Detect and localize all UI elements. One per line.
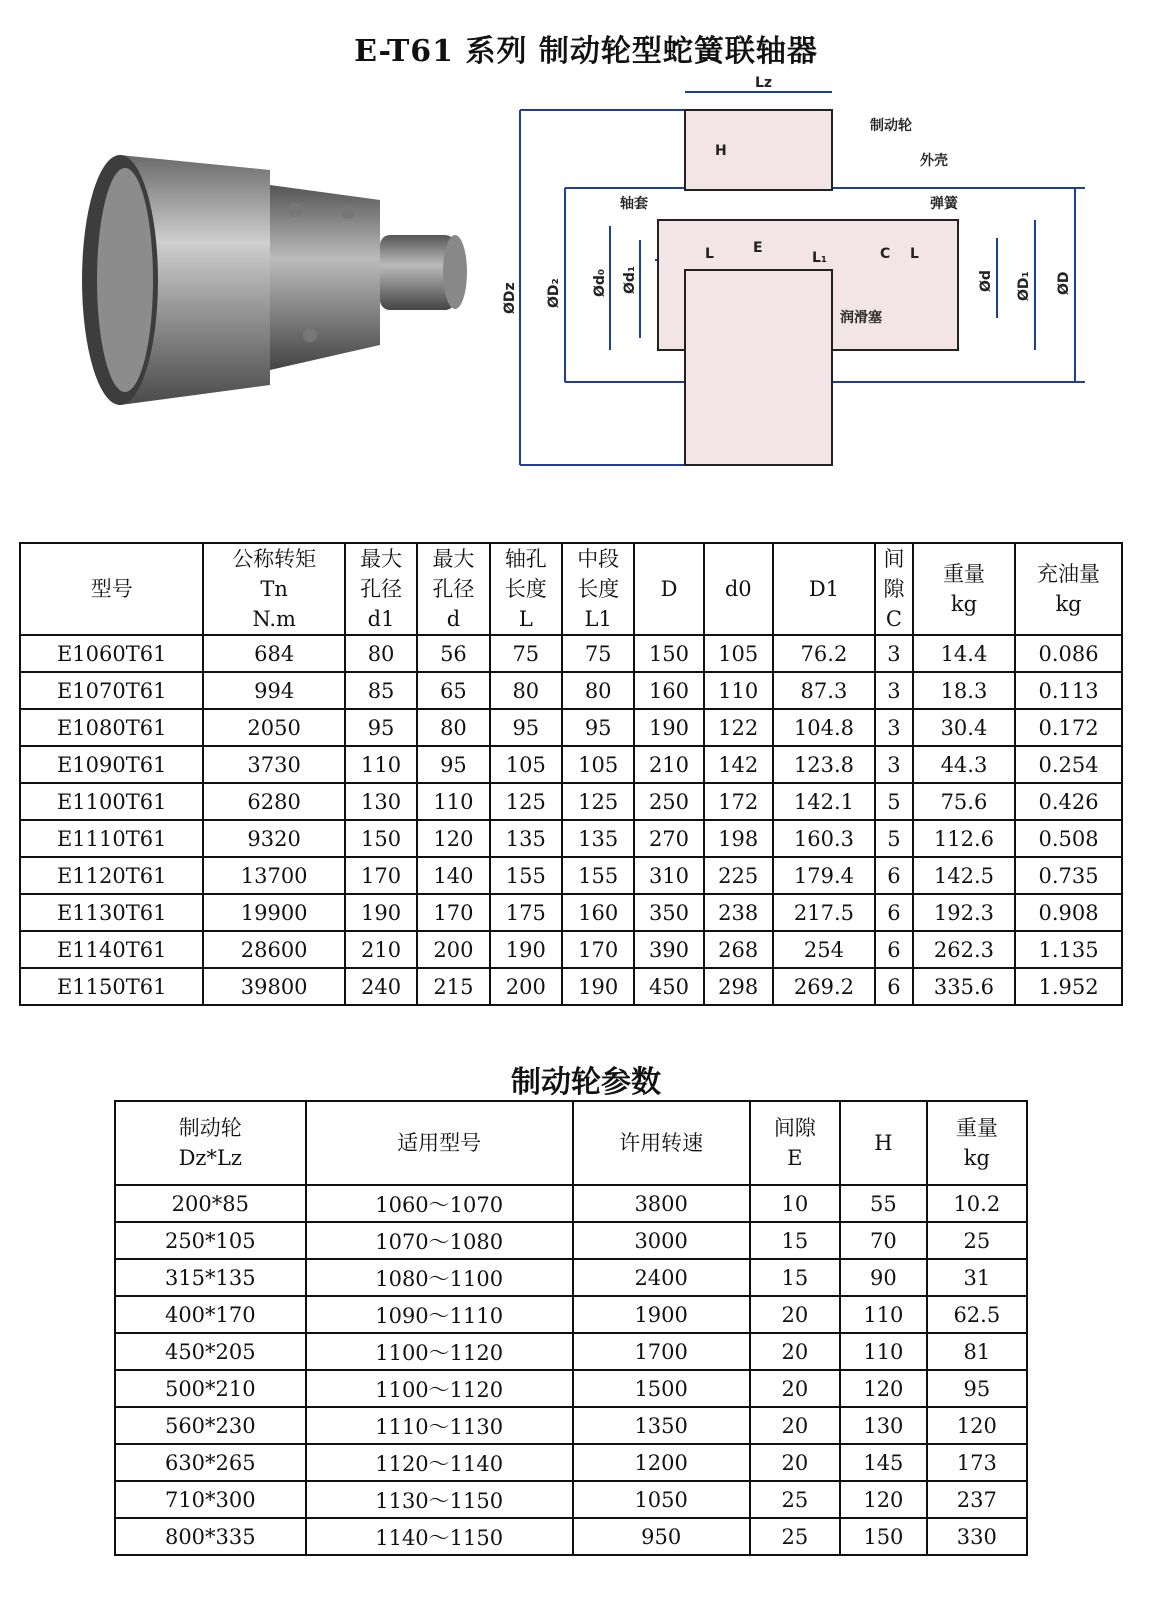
spec-cell: 142 bbox=[704, 746, 773, 783]
spec-cell: 80 bbox=[490, 672, 562, 709]
brake-cell: 25 bbox=[750, 1518, 840, 1555]
spec-header-cell bbox=[203, 543, 344, 635]
spec-row bbox=[20, 968, 1122, 1005]
spec-cell: 0.172 bbox=[1015, 709, 1122, 746]
spec-cell: 225 bbox=[704, 857, 773, 894]
spec-header-text: 长度 bbox=[577, 577, 620, 601]
label-lz: Lz bbox=[755, 75, 773, 91]
brake-cell: 500*210 bbox=[115, 1370, 306, 1407]
spec-header-cell bbox=[562, 543, 634, 635]
spec-header-text: 最大 bbox=[360, 547, 403, 571]
brake-cell: 110 bbox=[840, 1333, 927, 1370]
spec-cell: E1140T61 bbox=[20, 931, 203, 968]
spec-cell: E1120T61 bbox=[20, 857, 203, 894]
label-sleeve: 轴套 bbox=[620, 196, 648, 212]
spec-cell: 80 bbox=[417, 709, 489, 746]
brake-cell: 450*205 bbox=[115, 1333, 306, 1370]
spec-row bbox=[20, 635, 1122, 672]
spec-cell: 130 bbox=[345, 783, 417, 820]
spec-cell: E1070T61 bbox=[20, 672, 203, 709]
spec-header-cell bbox=[20, 543, 203, 635]
spec-cell: 3 bbox=[875, 746, 913, 783]
spec-cell: 0.508 bbox=[1015, 820, 1122, 857]
coupling-photo bbox=[70, 130, 470, 430]
spec-header-cell bbox=[634, 543, 703, 635]
brake-header-cell bbox=[840, 1101, 927, 1185]
brake-cell: 15 bbox=[750, 1222, 840, 1259]
brake-cell: 1140～1150 bbox=[306, 1518, 573, 1555]
brake-header-cell bbox=[306, 1101, 573, 1185]
brake-cell: 81 bbox=[927, 1333, 1027, 1370]
spec-header-cell bbox=[345, 543, 417, 635]
spec-cell: 6 bbox=[875, 857, 913, 894]
spec-cell: 175 bbox=[490, 894, 562, 931]
spec-cell: 155 bbox=[562, 857, 634, 894]
brake-cell: 70 bbox=[840, 1222, 927, 1259]
label-brake-wheel: 制动轮 bbox=[870, 118, 912, 134]
spec-cell: 39800 bbox=[203, 968, 344, 1005]
brake-cell: 10 bbox=[750, 1185, 840, 1222]
spec-cell: 135 bbox=[490, 820, 562, 857]
brake-cell: 560*230 bbox=[115, 1407, 306, 1444]
brake-cell: 1130～1150 bbox=[306, 1481, 573, 1518]
brake-cell: 62.5 bbox=[927, 1296, 1027, 1333]
spec-cell: 210 bbox=[634, 746, 703, 783]
brake-cell: 1500 bbox=[573, 1370, 750, 1407]
spec-cell: E1150T61 bbox=[20, 968, 203, 1005]
brake-wheel-title: 制动轮参数 bbox=[511, 1065, 661, 1100]
spec-cell: 75.6 bbox=[913, 783, 1015, 820]
spec-cell: 14.4 bbox=[913, 635, 1015, 672]
spec-cell: 160 bbox=[634, 672, 703, 709]
brake-row bbox=[115, 1296, 1027, 1333]
spec-row bbox=[20, 746, 1122, 783]
label-D: ØD bbox=[1056, 271, 1072, 295]
brake-cell: 1060～1070 bbox=[306, 1185, 573, 1222]
spec-cell: 105 bbox=[490, 746, 562, 783]
brake-cell: 950 bbox=[573, 1518, 750, 1555]
spec-cell: 110 bbox=[704, 672, 773, 709]
brake-cell: 237 bbox=[927, 1481, 1027, 1518]
spec-cell: 75 bbox=[490, 635, 562, 672]
spec-cell: 240 bbox=[345, 968, 417, 1005]
brake-cell: 800*335 bbox=[115, 1518, 306, 1555]
brake-cell: 3800 bbox=[573, 1185, 750, 1222]
spec-cell: 0.735 bbox=[1015, 857, 1122, 894]
spec-cell: 104.8 bbox=[773, 709, 875, 746]
spec-cell: 3 bbox=[875, 672, 913, 709]
spec-header-text: kg bbox=[950, 592, 978, 616]
spec-header-text: d bbox=[446, 607, 461, 631]
brake-cell: 1050 bbox=[573, 1481, 750, 1518]
brake-row bbox=[115, 1370, 1027, 1407]
brake-row bbox=[115, 1185, 1027, 1222]
page-title: E-T61 系列 制动轮型蛇簧联轴器 bbox=[354, 34, 818, 69]
brake-cell: 630*265 bbox=[115, 1444, 306, 1481]
label-d1: Ød₁ bbox=[622, 265, 638, 294]
spec-header-cell bbox=[1015, 543, 1122, 635]
spec-row bbox=[20, 931, 1122, 968]
spec-cell: 19900 bbox=[203, 894, 344, 931]
spec-cell: 105 bbox=[562, 746, 634, 783]
spec-cell: 170 bbox=[345, 857, 417, 894]
spec-cell: E1090T61 bbox=[20, 746, 203, 783]
spec-cell: 238 bbox=[704, 894, 773, 931]
brake-cell: 400*170 bbox=[115, 1296, 306, 1333]
label-lube-plug: 润滑塞 bbox=[840, 310, 882, 326]
spec-cell: E1130T61 bbox=[20, 894, 203, 931]
spec-header-text: 隙 bbox=[883, 577, 905, 601]
brake-cell: 120 bbox=[927, 1407, 1027, 1444]
label-spring: 弹簧 bbox=[930, 196, 958, 212]
brake-cell: 1350 bbox=[573, 1407, 750, 1444]
brake-header-text: kg bbox=[963, 1146, 990, 1170]
spec-cell: 110 bbox=[417, 783, 489, 820]
spec-cell: 120 bbox=[417, 820, 489, 857]
spec-cell: 85 bbox=[345, 672, 417, 709]
brake-header-text: 许用转速 bbox=[619, 1131, 704, 1155]
spec-cell: 0.113 bbox=[1015, 672, 1122, 709]
brake-cell: 20 bbox=[750, 1407, 840, 1444]
spec-header-text: 中段 bbox=[577, 547, 620, 571]
spec-header-text: 重量 bbox=[942, 562, 985, 586]
spec-header-text: d0 bbox=[724, 577, 752, 601]
brake-header-cell bbox=[750, 1101, 840, 1185]
spec-header-text: Tn bbox=[260, 577, 288, 601]
brake-cell: 173 bbox=[927, 1444, 1027, 1481]
label-l-left: L bbox=[705, 246, 714, 262]
label-e: E bbox=[753, 240, 763, 256]
spec-cell: 44.3 bbox=[913, 746, 1015, 783]
spec-header-text: L bbox=[518, 607, 533, 631]
brake-cell: 710*300 bbox=[115, 1481, 306, 1518]
spec-cell: 190 bbox=[345, 894, 417, 931]
spec-cell: 192.3 bbox=[913, 894, 1015, 931]
brake-cell: 1090～1110 bbox=[306, 1296, 573, 1333]
brake-header-text: 重量 bbox=[955, 1116, 998, 1140]
spec-header-text: kg bbox=[1055, 592, 1082, 616]
brake-cell: 20 bbox=[750, 1370, 840, 1407]
brake-cell: 20 bbox=[750, 1333, 840, 1370]
spec-cell: 155 bbox=[490, 857, 562, 894]
spec-header-text: d1 bbox=[367, 607, 395, 631]
spec-row bbox=[20, 820, 1122, 857]
spec-row bbox=[20, 783, 1122, 820]
spec-header-cell bbox=[773, 543, 875, 635]
spec-header-text: N.m bbox=[252, 607, 296, 631]
brake-cell: 55 bbox=[840, 1185, 927, 1222]
label-l-right: L bbox=[910, 246, 919, 262]
spec-cell: E1080T61 bbox=[20, 709, 203, 746]
spec-header-text: D1 bbox=[808, 577, 840, 601]
brake-cell: 20 bbox=[750, 1296, 840, 1333]
spec-cell: 335.6 bbox=[913, 968, 1015, 1005]
spec-cell: 75 bbox=[562, 635, 634, 672]
spec-cell: 125 bbox=[490, 783, 562, 820]
brake-cell: 15 bbox=[750, 1259, 840, 1296]
spec-cell: 160 bbox=[562, 894, 634, 931]
spec-cell: 684 bbox=[203, 635, 344, 672]
brake-cell: 1110～1130 bbox=[306, 1407, 573, 1444]
spec-cell: 3 bbox=[875, 709, 913, 746]
brake-cell: 25 bbox=[750, 1481, 840, 1518]
brake-header-text: Dz*Lz bbox=[178, 1146, 242, 1170]
spec-cell: 2050 bbox=[203, 709, 344, 746]
spec-header-text: 型号 bbox=[90, 577, 133, 601]
brake-cell: 145 bbox=[840, 1444, 927, 1481]
spec-header-text: D bbox=[660, 577, 678, 601]
brake-header-cell bbox=[927, 1101, 1027, 1185]
spec-cell: E1100T61 bbox=[20, 783, 203, 820]
spec-cell: 56 bbox=[417, 635, 489, 672]
label-d: Ød bbox=[978, 270, 994, 292]
specification-table bbox=[19, 542, 1123, 1006]
spec-cell: 123.8 bbox=[773, 746, 875, 783]
spec-header-text: 充油量 bbox=[1037, 562, 1101, 586]
spec-cell: 210 bbox=[345, 931, 417, 968]
spec-cell: 150 bbox=[345, 820, 417, 857]
spec-header-row bbox=[20, 543, 1122, 635]
label-d2: ØD₂ bbox=[546, 278, 562, 308]
label-h: H bbox=[715, 143, 727, 159]
spec-cell: 160.3 bbox=[773, 820, 875, 857]
spec-cell: 0.908 bbox=[1015, 894, 1122, 931]
brake-cell: 1100～1120 bbox=[306, 1333, 573, 1370]
spec-cell: 198 bbox=[704, 820, 773, 857]
brake-cell: 1900 bbox=[573, 1296, 750, 1333]
spec-cell: 350 bbox=[634, 894, 703, 931]
spec-cell: 6 bbox=[875, 968, 913, 1005]
spec-cell: 95 bbox=[490, 709, 562, 746]
label-l1: L₁ bbox=[812, 250, 828, 266]
spec-header-cell bbox=[875, 543, 913, 635]
spec-cell: 390 bbox=[634, 931, 703, 968]
brake-row bbox=[115, 1259, 1027, 1296]
spec-row bbox=[20, 709, 1122, 746]
spec-row bbox=[20, 672, 1122, 709]
spec-cell: 262.3 bbox=[913, 931, 1015, 968]
label-outer-shell: 外壳 bbox=[920, 153, 948, 169]
brake-header-text: 间隙 bbox=[773, 1116, 816, 1140]
spec-header-cell bbox=[913, 543, 1015, 635]
brake-cell: 200*85 bbox=[115, 1185, 306, 1222]
spec-cell: 28600 bbox=[203, 931, 344, 968]
brake-header-text: 制动轮 bbox=[178, 1116, 242, 1140]
spec-header-cell bbox=[490, 543, 562, 635]
spec-row bbox=[20, 894, 1122, 931]
spec-cell: 190 bbox=[562, 968, 634, 1005]
brake-cell: 3000 bbox=[573, 1222, 750, 1259]
spec-cell: 18.3 bbox=[913, 672, 1015, 709]
spec-cell: 190 bbox=[634, 709, 703, 746]
spec-row bbox=[20, 857, 1122, 894]
brake-cell: 1700 bbox=[573, 1333, 750, 1370]
spec-cell: 3 bbox=[875, 635, 913, 672]
brake-cell: 1120～1140 bbox=[306, 1444, 573, 1481]
spec-cell: 5 bbox=[875, 820, 913, 857]
spec-cell: 170 bbox=[417, 894, 489, 931]
spec-cell: 125 bbox=[562, 783, 634, 820]
brake-cell: 1070～1080 bbox=[306, 1222, 573, 1259]
brake-row bbox=[115, 1518, 1027, 1555]
spec-cell: 254 bbox=[773, 931, 875, 968]
spec-cell: 0.086 bbox=[1015, 635, 1122, 672]
brake-cell: 1080～1100 bbox=[306, 1259, 573, 1296]
spec-cell: 994 bbox=[203, 672, 344, 709]
spec-cell: 122 bbox=[704, 709, 773, 746]
spec-cell: 87.3 bbox=[773, 672, 875, 709]
brake-row bbox=[115, 1407, 1027, 1444]
brake-cell: 120 bbox=[840, 1481, 927, 1518]
brake-cell: 31 bbox=[927, 1259, 1027, 1296]
spec-cell: 190 bbox=[490, 931, 562, 968]
spec-header-text: 最大 bbox=[432, 547, 475, 571]
label-c: C bbox=[880, 246, 891, 262]
spec-cell: 150 bbox=[634, 635, 703, 672]
spec-cell: 0.254 bbox=[1015, 746, 1122, 783]
brake-cell: 250*105 bbox=[115, 1222, 306, 1259]
spec-cell: 6 bbox=[875, 931, 913, 968]
spec-cell: 217.5 bbox=[773, 894, 875, 931]
brake-header-text: E bbox=[787, 1146, 803, 1170]
spec-cell: 95 bbox=[345, 709, 417, 746]
brake-cell: 2400 bbox=[573, 1259, 750, 1296]
brake-row bbox=[115, 1444, 1027, 1481]
brake-cell: 110 bbox=[840, 1296, 927, 1333]
brake-row bbox=[115, 1222, 1027, 1259]
spec-cell: 6280 bbox=[203, 783, 344, 820]
spec-cell: 135 bbox=[562, 820, 634, 857]
spec-cell: 270 bbox=[634, 820, 703, 857]
brake-header-text: H bbox=[874, 1131, 893, 1155]
spec-cell: 450 bbox=[634, 968, 703, 1005]
spec-cell: 6 bbox=[875, 894, 913, 931]
brake-cell: 1100～1120 bbox=[306, 1370, 573, 1407]
spec-cell: 142.5 bbox=[913, 857, 1015, 894]
brake-cell: 1200 bbox=[573, 1444, 750, 1481]
spec-cell: 105 bbox=[704, 635, 773, 672]
spec-header-text: C bbox=[885, 607, 902, 631]
spec-cell: 95 bbox=[562, 709, 634, 746]
spec-cell: 269.2 bbox=[773, 968, 875, 1005]
spec-header-text: 公称转矩 bbox=[232, 547, 317, 571]
spec-cell: 215 bbox=[417, 968, 489, 1005]
spec-cell: 65 bbox=[417, 672, 489, 709]
brake-cell: 150 bbox=[840, 1518, 927, 1555]
spec-cell: 5 bbox=[875, 783, 913, 820]
spec-cell: E1110T61 bbox=[20, 820, 203, 857]
spec-header-text: 长度 bbox=[504, 577, 547, 601]
spec-cell: 140 bbox=[417, 857, 489, 894]
spec-header-text: L1 bbox=[584, 607, 612, 631]
spec-cell: 0.426 bbox=[1015, 783, 1122, 820]
spec-cell: 80 bbox=[562, 672, 634, 709]
spec-cell: 310 bbox=[634, 857, 703, 894]
label-D1: ØD₁ bbox=[1016, 271, 1032, 301]
spec-cell: 95 bbox=[417, 746, 489, 783]
spec-cell: 200 bbox=[417, 931, 489, 968]
spec-cell: 112.6 bbox=[913, 820, 1015, 857]
coupling-diagram bbox=[500, 70, 1100, 470]
brake-cell: 315*135 bbox=[115, 1259, 306, 1296]
brake-header-row bbox=[115, 1101, 1027, 1185]
spec-cell: 76.2 bbox=[773, 635, 875, 672]
spec-header-cell bbox=[417, 543, 489, 635]
brake-cell: 95 bbox=[927, 1370, 1027, 1407]
spec-cell: 80 bbox=[345, 635, 417, 672]
brake-cell: 130 bbox=[840, 1407, 927, 1444]
spec-cell: 172 bbox=[704, 783, 773, 820]
spec-header-text: 轴孔 bbox=[504, 547, 547, 571]
brake-cell: 20 bbox=[750, 1444, 840, 1481]
spec-cell: 110 bbox=[345, 746, 417, 783]
spec-cell: 179.4 bbox=[773, 857, 875, 894]
spec-cell: 1.135 bbox=[1015, 931, 1122, 968]
spec-cell: 9320 bbox=[203, 820, 344, 857]
spec-cell: E1060T61 bbox=[20, 635, 203, 672]
brake-header-cell bbox=[115, 1101, 306, 1185]
spec-cell: 142.1 bbox=[773, 783, 875, 820]
label-dz: ØDz bbox=[502, 282, 518, 314]
brake-header-text: 适用型号 bbox=[397, 1131, 482, 1155]
spec-header-text: 孔径 bbox=[360, 577, 403, 601]
spec-header-text: 孔径 bbox=[432, 577, 475, 601]
brake-row bbox=[115, 1333, 1027, 1370]
brake-cell: 90 bbox=[840, 1259, 927, 1296]
spec-header-cell bbox=[704, 543, 773, 635]
spec-cell: 250 bbox=[634, 783, 703, 820]
spec-cell: 170 bbox=[562, 931, 634, 968]
brake-cell: 25 bbox=[927, 1222, 1027, 1259]
spec-cell: 30.4 bbox=[913, 709, 1015, 746]
spec-cell: 200 bbox=[490, 968, 562, 1005]
spec-cell: 298 bbox=[704, 968, 773, 1005]
brake-wheel-table bbox=[114, 1100, 1028, 1556]
spec-cell: 13700 bbox=[203, 857, 344, 894]
spec-cell: 1.952 bbox=[1015, 968, 1122, 1005]
spec-header-text: 间 bbox=[883, 547, 905, 571]
spec-cell: 3730 bbox=[203, 746, 344, 783]
brake-cell: 330 bbox=[927, 1518, 1027, 1555]
brake-cell: 10.2 bbox=[927, 1185, 1027, 1222]
label-d0: Ød₀ bbox=[592, 268, 608, 297]
brake-header-cell bbox=[573, 1101, 750, 1185]
brake-row bbox=[115, 1481, 1027, 1518]
brake-cell: 120 bbox=[840, 1370, 927, 1407]
spec-cell: 268 bbox=[704, 931, 773, 968]
